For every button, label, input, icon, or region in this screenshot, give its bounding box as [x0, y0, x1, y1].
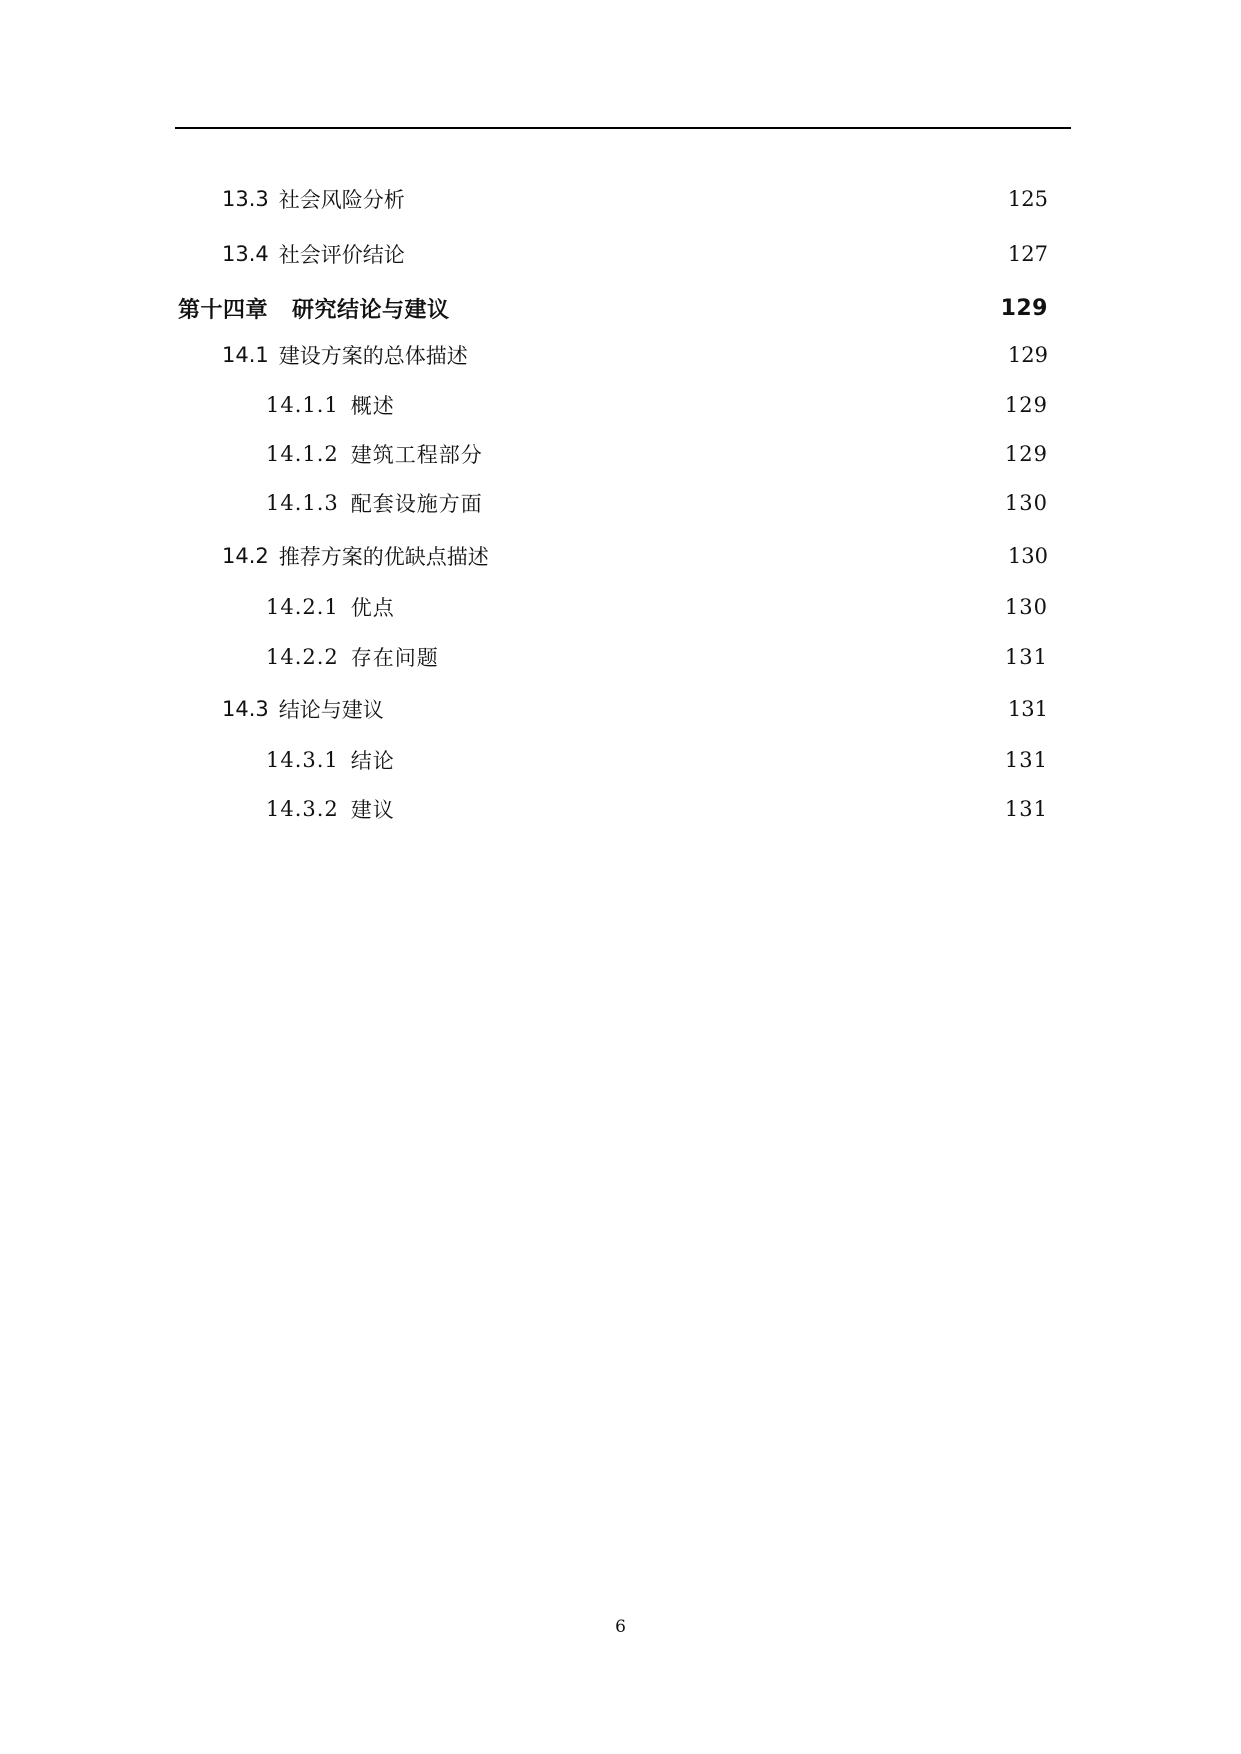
- toc-entry-page: 131: [1004, 645, 1048, 669]
- toc-entry-page: 127: [1007, 242, 1048, 266]
- dot-leader: [397, 590, 999, 624]
- dot-leader: [397, 743, 999, 777]
- dot-leader: [485, 486, 999, 520]
- toc-entry-page: 129: [1007, 343, 1048, 367]
- toc-entry-14-2-1[interactable]: [266, 590, 1048, 624]
- toc-entry-title: 配套设施方面: [350, 492, 483, 516]
- toc-entry-13-3[interactable]: [222, 182, 1048, 216]
- toc-entry-14-1[interactable]: [222, 338, 1048, 372]
- toc-entry-number: 13.3: [222, 187, 269, 211]
- page-number: 6: [615, 1617, 626, 1637]
- dot-leader: [397, 388, 999, 422]
- toc-entry-page: 131: [1004, 748, 1048, 772]
- toc-entry-13-4[interactable]: [222, 237, 1048, 271]
- toc-entry-page: 125: [1007, 187, 1048, 211]
- dot-leader: [497, 539, 1002, 573]
- toc-chapter-title: 研究结论与建议: [292, 297, 450, 323]
- toc-entry-number: 14.1: [222, 343, 269, 367]
- toc-entry-title: 建设方案的总体描述: [278, 344, 468, 368]
- toc-entry-number: 14.3.1: [266, 748, 339, 772]
- toc-entry-title: 推荐方案的优缺点描述: [278, 545, 489, 569]
- toc-chapter-number: 第十四章: [178, 297, 269, 323]
- toc-entry-number: 14.1.3: [266, 491, 339, 515]
- toc-entry-number: 14.2.1: [266, 595, 339, 619]
- toc-entry-title: 结论: [350, 749, 395, 773]
- toc-entry-14-1-3[interactable]: [266, 486, 1048, 520]
- toc-entry-page: 130: [1004, 595, 1048, 619]
- toc-entry-number: 14.2.2: [266, 645, 339, 669]
- toc-entry-page: 131: [1007, 697, 1048, 721]
- toc-entry-14-3-1[interactable]: [266, 743, 1048, 777]
- toc-entry-page: 129: [1004, 393, 1048, 417]
- dot-leader: [413, 237, 1002, 271]
- toc-entry-page: 130: [1007, 544, 1048, 568]
- toc-entry-title: 存在问题: [350, 646, 439, 670]
- dot-leader: [413, 182, 1002, 216]
- toc-entry-title: 优点: [350, 596, 395, 620]
- toc-entry-title: 建筑工程部分: [350, 443, 483, 467]
- toc-entry-number: 14.1.1: [266, 393, 339, 417]
- dot-leader: [458, 291, 995, 325]
- toc-entry-page: 130: [1004, 491, 1048, 515]
- dot-leader: [476, 338, 1002, 372]
- toc-entry-page: 131: [1004, 797, 1048, 821]
- dot-leader: [392, 692, 1002, 726]
- toc-entry-14-2[interactable]: [222, 539, 1048, 573]
- toc-entry-number: 14.2: [222, 544, 269, 568]
- toc-entry-page: 129: [1004, 442, 1048, 466]
- toc-entry-number: 14.3.2: [266, 797, 339, 821]
- toc-entry-title: 建议: [350, 798, 395, 822]
- toc-entry-14-3[interactable]: [222, 692, 1048, 726]
- toc-entry-title: 结论与建议: [278, 698, 384, 722]
- toc-entry-number: 13.4: [222, 242, 269, 266]
- toc-entry-title: 社会评价结论: [278, 243, 405, 267]
- toc-entry-14-1-2[interactable]: [266, 437, 1048, 471]
- dot-leader: [485, 437, 999, 471]
- dot-leader: [397, 792, 999, 826]
- toc-entry-14-3-2[interactable]: [266, 792, 1048, 826]
- toc-entry-page: 129: [1000, 295, 1048, 321]
- toc-entry-title: 概述: [350, 394, 395, 418]
- toc-entry-number: 14.1.2: [266, 442, 339, 466]
- toc-entry-chapter-14[interactable]: [178, 291, 1048, 325]
- toc-entry-number: 14.3: [222, 697, 269, 721]
- dot-leader: [441, 640, 999, 674]
- toc-entry-14-2-2[interactable]: [266, 640, 1048, 674]
- toc-entry-title: 社会风险分析: [278, 188, 405, 212]
- toc-entry-14-1-1[interactable]: [266, 388, 1048, 422]
